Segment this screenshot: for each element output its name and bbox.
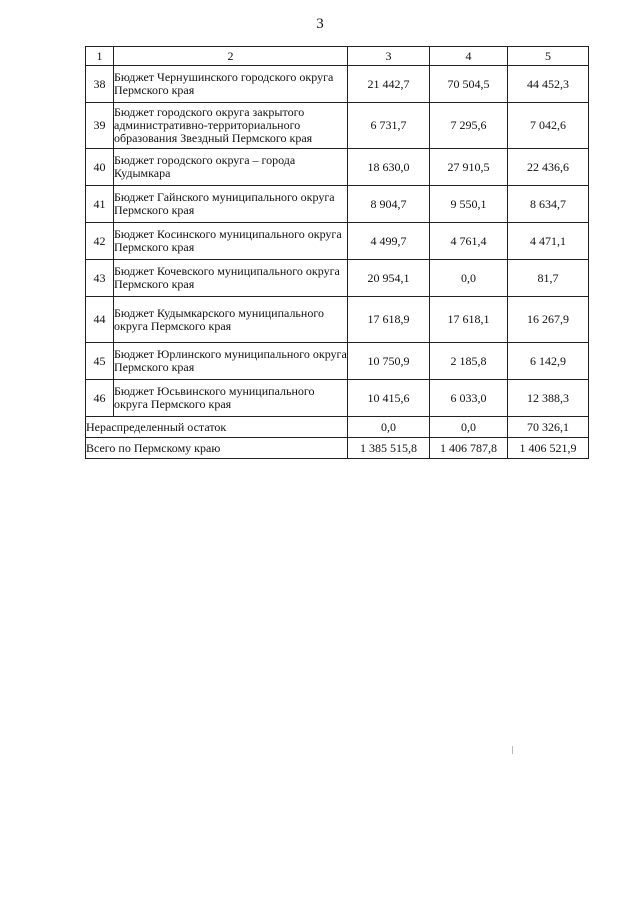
value-col3: 10 750,9	[348, 343, 430, 380]
value-col5: 4 471,1	[508, 223, 589, 260]
row-number: 44	[86, 297, 114, 343]
row-number: 39	[86, 103, 114, 149]
table-row	[86, 223, 589, 260]
table-row	[86, 260, 589, 297]
row-number: 42	[86, 223, 114, 260]
column-header: 1	[86, 47, 114, 66]
budget-name: Бюджет городского округа – города Кудымкара	[114, 149, 348, 186]
budget-name: Бюджет Косинского муниципального округа Пермского края	[114, 223, 348, 260]
value-col5: 81,7	[508, 260, 589, 297]
budget-name: Бюджет Кудымкарского муниципального округа Пермского края	[114, 297, 348, 343]
table-row	[86, 66, 589, 103]
value-col3: 6 731,7	[348, 103, 430, 149]
value-col5: 16 267,9	[508, 297, 589, 343]
column-header: 3	[348, 47, 430, 66]
value-col5: 22 436,6	[508, 149, 589, 186]
value-col3: 20 954,1	[348, 260, 430, 297]
value-col4: 9 550,1	[430, 186, 508, 223]
value-col5: 7 042,6	[508, 103, 589, 149]
value-col4: 27 910,5	[430, 149, 508, 186]
row-number: 41	[86, 186, 114, 223]
budget-name: Бюджет Гайнского муниципального округа Пермского края	[114, 186, 348, 223]
page-number: 3	[316, 16, 324, 32]
value-col4: 70 504,5	[430, 66, 508, 103]
budget-name: Бюджет Кочевского муниципального округа Пермского края	[114, 260, 348, 297]
scan-artifact	[512, 746, 513, 754]
total-col3: 1 385 515,8	[348, 438, 430, 459]
total-label: Всего по Пермскому краю	[86, 438, 348, 459]
value-col4: 17 618,1	[430, 297, 508, 343]
value-col5: 44 452,3	[508, 66, 589, 103]
column-header: 5	[508, 47, 589, 66]
value-col3: 4 499,7	[348, 223, 430, 260]
value-col4: 6 033,0	[430, 380, 508, 417]
value-col4: 0,0	[430, 260, 508, 297]
total-row	[86, 438, 589, 459]
value-col5: 8 634,7	[508, 186, 589, 223]
row-number: 43	[86, 260, 114, 297]
budget-name: Бюджет Чернушинского городского округа Пермского края	[114, 66, 348, 103]
value-col3: 10 415,6	[348, 380, 430, 417]
total-col4: 1 406 787,8	[430, 438, 508, 459]
value-col3: 17 618,9	[348, 297, 430, 343]
table-row	[86, 103, 589, 149]
total-col5: 1 406 521,9	[508, 438, 589, 459]
value-col4: 4 761,4	[430, 223, 508, 260]
unallocated-label: Нераспределенный остаток	[86, 417, 348, 438]
row-number: 40	[86, 149, 114, 186]
unallocated-row	[86, 417, 589, 438]
unallocated-col3: 0,0	[348, 417, 430, 438]
budget-name: Бюджет Юрлинского муниципального округа Пермского края	[114, 343, 348, 380]
table-row	[86, 297, 589, 343]
column-header: 2	[114, 47, 348, 66]
budget-name: Бюджет городского округа закрытого административно-территориального образования Звездный Пермского края	[114, 103, 348, 149]
table-row	[86, 186, 589, 223]
table-row	[86, 343, 589, 380]
budget-name: Бюджет Юсьвинского муниципального округа Пермского края	[114, 380, 348, 417]
unallocated-col5: 70 326,1	[508, 417, 589, 438]
table-row	[86, 149, 589, 186]
row-number: 45	[86, 343, 114, 380]
row-number: 38	[86, 66, 114, 103]
value-col4: 2 185,8	[430, 343, 508, 380]
value-col5: 6 142,9	[508, 343, 589, 380]
table-row	[86, 380, 589, 417]
value-col3: 18 630,0	[348, 149, 430, 186]
value-col3: 8 904,7	[348, 186, 430, 223]
budget-table	[85, 46, 589, 459]
unallocated-col4: 0,0	[430, 417, 508, 438]
column-header: 4	[430, 47, 508, 66]
value-col5: 12 388,3	[508, 380, 589, 417]
value-col3: 21 442,7	[348, 66, 430, 103]
row-number: 46	[86, 380, 114, 417]
value-col4: 7 295,6	[430, 103, 508, 149]
table-header-row	[86, 47, 589, 66]
